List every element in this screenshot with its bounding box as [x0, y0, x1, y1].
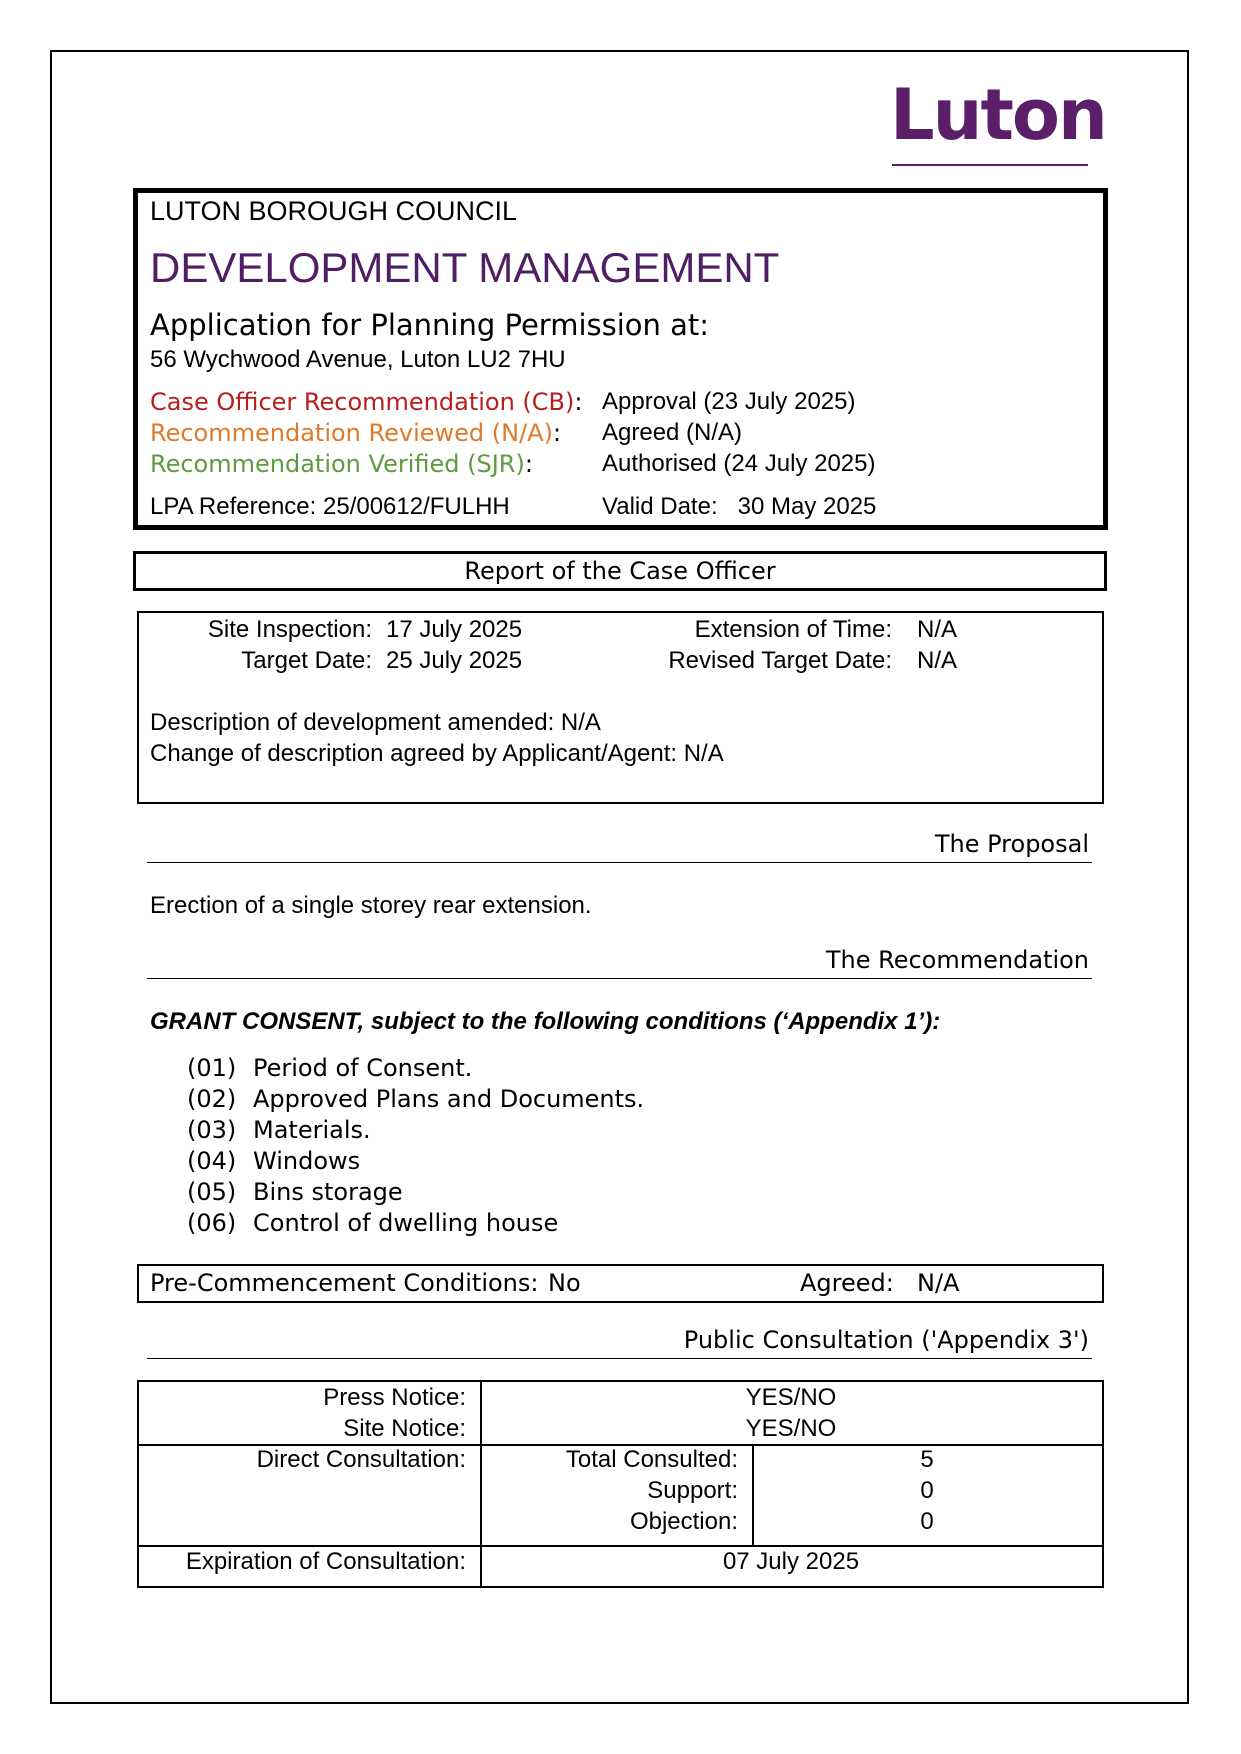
condition-text: Materials. — [253, 1116, 371, 1144]
condition-text: Period of Consent. — [253, 1054, 473, 1082]
department-title: DEVELOPMENT MANAGEMENT — [150, 244, 780, 291]
recommendation-verified-value: Authorised (24 July 2025) — [602, 450, 876, 477]
recommendation-heading: The Recommendation — [825, 946, 1089, 974]
condition-text: Control of dwelling house — [253, 1209, 559, 1237]
direct-consultation-label: Direct Consultation: — [256, 1446, 466, 1473]
luton-logo — [890, 74, 1106, 170]
description-amended: Description of development amended: N/A — [150, 709, 601, 736]
condition-number: (05) — [187, 1178, 237, 1206]
objection-value: 0 — [920, 1508, 934, 1535]
target-date-label: Target Date: — [241, 647, 372, 674]
site-inspection-label: Site Inspection: — [207, 616, 372, 643]
extension-of-time-value: N/A — [917, 616, 958, 643]
proposal-text: Erection of a single storey rear extension. — [150, 892, 592, 919]
support-value: 0 — [920, 1477, 934, 1504]
site-address: 56 Wychwood Avenue, Luton LU2 7HU — [150, 346, 566, 373]
pre-commencement-value: No — [548, 1269, 581, 1297]
council-name: LUTON BOROUGH COUNCIL — [150, 196, 518, 226]
press-notice-label: Press Notice: — [323, 1384, 466, 1411]
condition-text: Bins storage — [253, 1178, 403, 1206]
revised-target-date-value: N/A — [917, 647, 958, 674]
proposal-rule — [147, 862, 1092, 863]
recommendation-reviewed-value: Agreed (N/A) — [602, 419, 743, 446]
agreed-value: N/A — [917, 1269, 960, 1297]
grant-consent: GRANT CONSENT, subject to the following conditions (‘Appendix 1’): — [150, 1008, 941, 1035]
report-title: Report of the Case Officer — [133, 551, 1107, 591]
application-heading: Application for Planning Permission at: — [150, 308, 710, 342]
agreed-label: Agreed: — [800, 1269, 894, 1297]
expiration-value: 07 July 2025 — [722, 1548, 860, 1575]
logo-text: Luton — [890, 74, 1106, 156]
support-label: Support: — [647, 1477, 738, 1504]
recommendation-rule — [147, 978, 1092, 979]
condition-number: (03) — [187, 1116, 237, 1144]
recommendation-verified-label: Recommendation Verified (SJR): — [150, 450, 533, 478]
objection-label: Objection: — [629, 1508, 738, 1535]
pre-commencement-label: Pre-Commencement Conditions: — [150, 1269, 539, 1297]
total-consulted-label: Total Consulted: — [565, 1446, 738, 1473]
logo-underline — [892, 164, 1088, 166]
lpa-reference: LPA Reference: 25/00612/FULHH — [150, 493, 510, 520]
proposal-heading: The Proposal — [934, 830, 1089, 858]
condition-number: (04) — [187, 1147, 237, 1175]
case-officer-recommendation-label: Case Officer Recommendation (CB): — [150, 388, 583, 416]
condition-number: (01) — [187, 1054, 237, 1082]
extension-of-time-label: Extension of Time: — [694, 616, 892, 643]
table-divider — [139, 1545, 1102, 1547]
expiration-label: Expiration of Consultation: — [185, 1548, 466, 1575]
recommendation-reviewed-label: Recommendation Reviewed (N/A): — [150, 419, 562, 447]
site-inspection-value: 17 July 2025 — [386, 616, 523, 643]
valid-date: Valid Date: 30 May 2025 — [602, 493, 877, 520]
condition-text: Approved Plans and Documents. — [253, 1085, 645, 1113]
target-date-value: 25 July 2025 — [386, 647, 523, 674]
total-consulted-value: 5 — [920, 1446, 934, 1473]
revised-target-date-label: Revised Target Date: — [668, 647, 892, 674]
consultation-rule — [147, 1358, 1092, 1359]
condition-number: (06) — [187, 1209, 237, 1237]
press-notice-value: YES/NO — [745, 1384, 837, 1411]
condition-text: Windows — [253, 1147, 361, 1175]
site-notice-value: YES/NO — [745, 1415, 837, 1442]
condition-number: (02) — [187, 1085, 237, 1113]
consultation-heading: Public Consultation ('Appendix 3') — [683, 1326, 1089, 1354]
case-officer-recommendation-value: Approval (23 July 2025) — [602, 388, 856, 415]
description-change: Change of description agreed by Applicant/Agent: N/A — [150, 740, 724, 767]
site-notice-label: Site Notice: — [343, 1415, 466, 1442]
